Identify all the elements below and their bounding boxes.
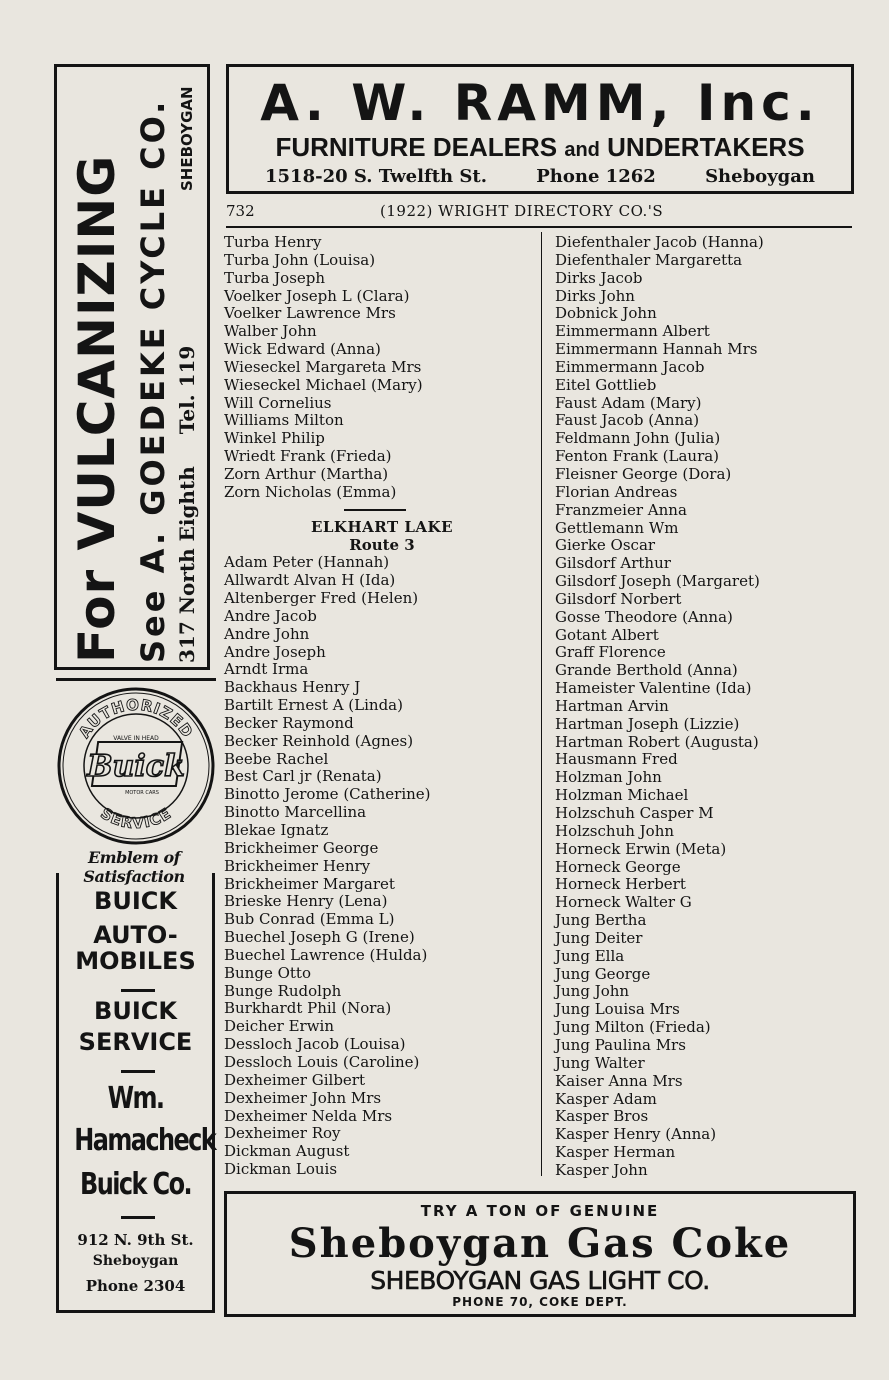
emblem-ring-bottom: SERVICE [97,804,175,833]
emblem-ring-top: AUTHORIZED [75,695,197,742]
directory-entry: Jung Ella [555,946,625,965]
buick-emblem [56,686,216,846]
directory-entry: Eimmermann Jacob [555,357,705,376]
ramm-ad-business-a: FURNITURE DEALERS [275,132,558,162]
directory-entry: Florian Andreas [555,482,678,501]
directory-entry: Dexheimer John Mrs [224,1088,382,1107]
buick-ad-line1: BUICK [94,887,177,915]
left-column [224,234,540,1179]
directory-entry: Hartman Robert (Augusta) [555,732,759,751]
directory-entry: Andre Jacob [224,606,317,625]
directory-entry: Wriedt Frank (Frieda) [224,447,392,466]
directory-entry: Kasper Henry (Anna) [555,1125,717,1144]
buick-ad-line7: Hamacheck [74,1123,216,1158]
directory-entry: Eitel Gottlieb [555,375,657,394]
directory-entry: Zorn Arthur (Martha) [224,464,389,483]
directory-entry: Adam Peter (Hannah) [224,553,390,572]
header-rule [226,226,852,228]
directory-entry: Gierke Oscar [555,536,656,555]
buick-emblem-graphic [56,686,216,846]
directory-entry: Burkhardt Phil (Nora) [224,999,392,1018]
directory-entry: Kasper John [555,1160,648,1179]
directory-entry: Jung George [555,964,651,983]
directory-entry: Brickheimer George [224,838,379,857]
directory-entry: Holzschuh John [555,821,675,840]
directory-entry: Kasper Herman [555,1143,676,1162]
buick-ad-dash [121,989,155,992]
vulcanizing-ad-city: SHEBOYGAN [178,86,196,191]
section-subtitle: Route 3 [349,535,415,554]
ramm-ad-contact [265,165,815,189]
section-title: ELKHART LAKE [310,517,454,536]
directory-entry: Dirks Jacob [555,268,643,287]
page-title: (1922) WRIGHT DIRECTORY CO.'S [380,202,664,220]
emblem-badge-top: VALVE IN HEAD [113,735,159,742]
directory-entry: Brieske Henry (Lena) [224,892,388,911]
gas-coke-ad [224,1191,856,1317]
buick-ad-line8: Buick Co. [80,1167,191,1202]
directory-entry: Becker Reinhold (Agnes) [224,731,414,750]
directory-entry: Kasper Bros [555,1107,649,1126]
buick-ad-line6: Wm. [107,1081,164,1116]
directory-entry: Feldmann John (Julia) [555,429,721,448]
directory-entry: Backhaus Henry J [224,678,361,697]
directory-entry: Wieseckel Michael (Mary) [224,375,423,394]
ramm-ad-business-and: and [564,139,600,161]
ramm-ad-phone: Phone 1262 [536,166,656,187]
directory-entry: Zorn Nicholas (Emma) [224,482,397,501]
directory-entry: Grande Berthold (Anna) [555,661,738,680]
directory-entry: Buechel Joseph G (Irene) [224,928,415,947]
directory-entry: Holzman John [555,768,662,787]
directory-entry: Kasper Adam [555,1089,657,1108]
buick-ad-dash [121,1216,155,1219]
directory-entry: Franzmeier Anna [555,500,687,519]
directory-entry: Horneck Erwin (Meta) [555,839,727,858]
directory-entry: Gosse Theodore (Anna) [555,607,733,626]
directory-entry: Dexheimer Roy [224,1124,341,1143]
buick-ad-line5: SERVICE [78,1028,193,1056]
buick-ad-address: 912 N. 9th St. [77,1231,194,1249]
directory-entry: Will Cornelius [224,393,332,412]
directory-entry: Brickheimer Margaret [224,874,395,893]
directory-entry: Binotto Jerome (Catherine) [224,785,431,804]
directory-entry: Walber John [224,322,317,341]
directory-entry: Bunge Rudolph [224,981,342,1000]
ramm-ad [226,64,854,194]
directory-entry: Brickheimer Henry [224,856,371,875]
directory-entry: Dickman August [224,1142,350,1161]
ramm-ad-business-b: UNDERTAKERS [607,132,805,162]
right-column [555,234,764,1180]
directory-entry: Dexheimer Nelda Mrs [224,1106,393,1125]
directory-entry: Best Carl jr (Renata) [224,767,382,786]
directory-entry: Jung Louisa Mrs [555,1000,680,1019]
buick-ad-line4: BUICK [94,997,177,1025]
directory-entry: Eimmermann Albert [555,322,710,341]
directory-entry: Arndt Irma [224,660,309,679]
directory-entry: Bunge Otto [224,963,311,982]
directory-entry: Jung Bertha [555,911,647,930]
vulcanizing-ad-headline: For VULCANIZING [68,154,126,663]
gas-coke-ad-line1: TRY A TON OF GENUINE [420,1202,660,1220]
vulcanizing-ad-company: See A. GOEDEKE CYCLE CO. [134,98,172,663]
directory-entry: Holzman Michael [555,786,689,805]
directory-entry: Turba Henry [224,233,322,251]
directory-entry: Diefenthaler Margaretta [555,250,743,269]
vulcanizing-ad-tel: Tel. 119 [175,345,199,435]
buick-ad-phone: Phone 2304 [85,1277,186,1295]
buick-ad-line2: AUTO- [93,921,178,949]
directory-entry: Andre Joseph [224,642,326,661]
buick-ad [56,873,215,1313]
gas-coke-ad-company: SHEBOYGAN GAS LIGHT CO. [370,1266,710,1295]
ramm-ad-business [229,131,851,166]
directory-entry: Binotto Marcellina [224,803,367,822]
right-column-entries [555,234,764,1180]
ramm-ad-address: 1518-20 S. Twelfth St. [265,166,487,187]
directory-entry: Horneck Walter G [555,893,692,912]
directory-entry: Turba John (Louisa) [224,250,376,269]
directory-entry: Jung Walter [555,1053,645,1072]
directory-entry: Wick Edward (Anna) [224,340,381,359]
directory-entry: Wieseckel Margareta Mrs [224,357,422,376]
emblem-badge-name: Buick [87,749,185,784]
directory-entry: Hameister Valentine (Ida) [555,679,752,698]
directory-entry: Faust Adam (Mary) [555,393,702,412]
directory-entry: Gilsdorf Arthur [555,554,671,573]
directory-entry: Fenton Frank (Laura) [555,447,720,466]
directory-entry: Jung John [555,982,630,1001]
left-column-entries-top [224,234,540,502]
directory-entry: Blekae Ignatz [224,821,329,839]
directory-entry: Bub Conrad (Emma L) [224,910,395,929]
directory-entry: Jung Deiter [555,928,643,947]
directory-entry: Horneck George [555,857,681,876]
vulcanizing-ad-address: 317 North Eighth [175,466,199,663]
directory-entry: Dessloch Louis (Caroline) [224,1052,420,1071]
vulcanizing-ad-contact [173,346,201,663]
left-column-entries-bottom [224,554,540,1179]
directory-entry: Winkel Philip [224,429,325,448]
directory-entry: Jung Paulina Mrs [555,1035,686,1054]
column-divider [541,232,542,1176]
directory-entry: Fleisner George (Dora) [555,464,732,483]
buick-ad-dash [121,1070,155,1073]
directory-entry: Deicher Erwin [224,1017,334,1036]
buick-ad-line3: MOBILES [75,947,196,975]
directory-entry: Dobnick John [555,304,657,323]
directory-entry: Eimmermann Hannah Mrs [555,340,758,359]
section-rule [344,509,406,511]
directory-entry: Andre John [224,624,310,643]
directory-entry: Hartman Joseph (Lizzie) [555,714,740,733]
directory-entry: Diefenthaler Jacob (Hanna) [555,233,764,251]
directory-entry: Holzschuh Casper M [555,804,714,822]
directory-entry: Kaiser Anna Mrs [555,1071,683,1090]
directory-entry: Dessloch Jacob (Louisa) [224,1035,406,1054]
directory-entry: Hausmann Fred [555,750,678,769]
directory-entry: Horneck Herbert [555,875,686,894]
directory-entry: Hartman Arvin [555,696,669,715]
directory-entry: Williams Milton [224,411,344,430]
directory-entry: Dexheimer Gilbert [224,1070,365,1089]
emblem-badge-bottom: MOTOR CARS [125,790,159,796]
directory-entry: Gilsdorf Norbert [555,589,682,608]
directory-entry: Altenberger Fred (Helen) [224,589,419,608]
directory-entry: Jung Milton (Frieda) [555,1018,711,1037]
directory-entry: Voelker Lawrence Mrs [224,304,396,323]
directory-entry: Faust Jacob (Anna) [555,411,700,430]
directory-entry: Dickman Louis [224,1160,338,1179]
directory-entry: Buechel Lawrence (Hulda) [224,945,428,964]
page-number: 732 [226,202,255,220]
buick-ad-city: Sheboygan [92,1253,179,1269]
directory-entry: Voelker Joseph L (Clara) [224,286,410,305]
gas-coke-ad-headline: Sheboygan Gas Coke [288,1220,792,1267]
directory-entry: Allwardt Alvan H (Ida) [224,571,396,590]
directory-entry: Dirks John [555,286,635,305]
directory-entry: Bartilt Ernest A (Linda) [224,696,403,715]
gas-coke-ad-phone: PHONE 70, COKE DEPT. [452,1295,628,1309]
directory-entry: Becker Raymond [224,713,354,732]
ramm-ad-city: Sheboygan [705,166,815,187]
left-divider [56,678,216,681]
directory-entry: Gotant Albert [555,625,659,644]
directory-entry: Gilsdorf Joseph (Margaret) [555,572,760,591]
directory-entry: Turba Joseph [224,268,326,287]
directory-entry: Beebe Rachel [224,749,329,768]
directory-entry: Graff Florence [555,643,666,662]
vulcanizing-ad [54,64,210,670]
directory-entry: Gettlemann Wm [555,518,679,537]
emblem-caption: Emblem of Satisfaction [83,848,185,886]
ramm-ad-name: A. W. RAMM, Inc. [260,74,820,132]
